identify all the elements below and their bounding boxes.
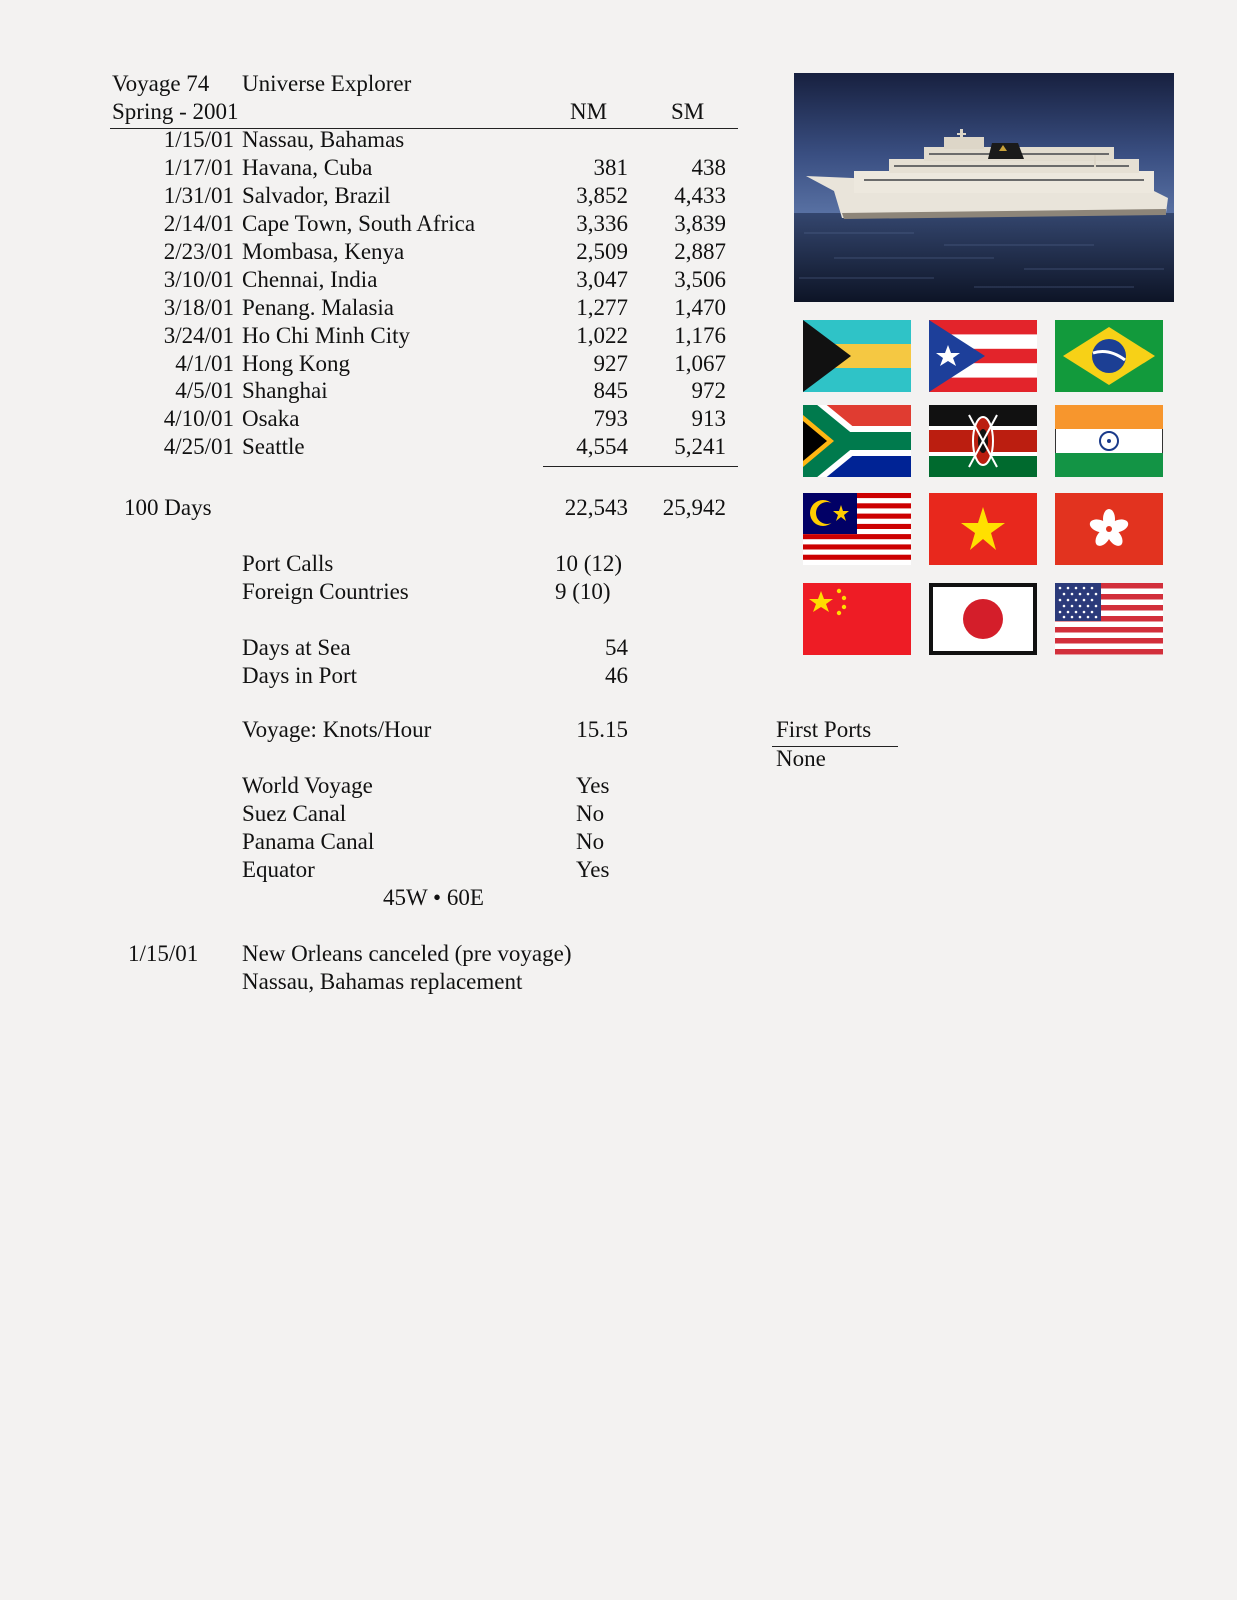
days-at-sea-value: 54 <box>605 635 628 660</box>
itinerary-date: 3/18/01 <box>163 295 234 320</box>
sm-column-header: SM <box>671 99 705 124</box>
malaysia-flag <box>803 493 911 565</box>
bahamas-flag <box>803 320 911 392</box>
south-africa-flag <box>803 405 911 477</box>
foreign-countries-label: Foreign Countries <box>242 579 409 604</box>
days-at-sea-label: Days at Sea <box>242 635 351 660</box>
usa-flag <box>1055 583 1163 655</box>
itinerary-sm: 5,241 <box>674 434 726 459</box>
itinerary-sm: 1,470 <box>674 295 726 320</box>
port-calls-value: 10 (12) <box>555 551 623 576</box>
itinerary-date: 4/1/01 <box>175 351 234 376</box>
itinerary-sm: 3,506 <box>674 267 726 292</box>
china-flag <box>803 583 911 655</box>
world-voyage-value: Yes <box>576 773 610 798</box>
itinerary-port: Havana, Cuba <box>242 155 373 180</box>
vietnam-flag <box>929 493 1037 565</box>
itinerary-port: Cape Town, South Africa <box>242 211 476 236</box>
first-ports-label: First Ports <box>776 717 872 742</box>
note-line-1: New Orleans canceled (pre voyage) <box>242 941 572 966</box>
itinerary-port: Penang. Malasia <box>242 295 395 320</box>
itinerary-date: 3/10/01 <box>163 267 234 292</box>
japan-flag <box>929 583 1037 655</box>
itinerary-port: Hong Kong <box>242 351 350 376</box>
itinerary-sm: 913 <box>691 406 726 431</box>
itinerary-date: 2/23/01 <box>163 239 234 264</box>
first-ports-value: None <box>776 746 826 771</box>
total-sm: 25,942 <box>662 495 726 520</box>
knots-label: Voyage: Knots/Hour <box>242 717 432 742</box>
itinerary-nm: 845 <box>593 378 628 403</box>
itinerary-nm: 3,852 <box>576 183 628 208</box>
total-days: 100 Days <box>124 495 212 520</box>
itinerary-nm: 4,554 <box>576 434 628 459</box>
itinerary-port: Salvador, Brazil <box>242 183 391 208</box>
note-date: 1/15/01 <box>128 941 199 966</box>
itinerary-port: Chennai, India <box>242 267 378 292</box>
itinerary-port: Mombasa, Kenya <box>242 239 405 264</box>
itinerary-date: 2/14/01 <box>163 211 234 236</box>
itinerary-date: 4/5/01 <box>175 378 234 403</box>
foreign-countries-value: 9 (10) <box>555 579 611 604</box>
hong-kong-flag <box>1055 493 1163 565</box>
kenya-flag <box>929 405 1037 477</box>
panama-canal-value: No <box>576 829 605 854</box>
panama-canal-label: Panama Canal <box>242 829 375 854</box>
itinerary-date: 4/25/01 <box>163 434 234 459</box>
itinerary-date: 1/31/01 <box>163 183 234 208</box>
nm-column-header: NM <box>570 99 608 124</box>
itinerary-nm: 381 <box>593 155 628 180</box>
note-line-2: Nassau, Bahamas replacement <box>242 969 523 994</box>
itinerary-date: 3/24/01 <box>163 323 234 348</box>
itinerary-sm: 4,433 <box>674 183 726 208</box>
itinerary-nm: 793 <box>593 406 628 431</box>
port-calls-label: Port Calls <box>242 551 334 576</box>
knots-value: 15.15 <box>576 717 628 742</box>
itinerary-sm: 1,067 <box>674 351 726 376</box>
itinerary-date: 1/15/01 <box>163 127 234 152</box>
itinerary-date: 4/10/01 <box>163 406 234 431</box>
itinerary-nm: 1,277 <box>576 295 628 320</box>
meridian-crossings: 45W • 60E <box>383 885 484 910</box>
itinerary-sm: 1,176 <box>674 323 726 348</box>
days-in-port-value: 46 <box>605 663 628 688</box>
itinerary-port: Ho Chi Minh City <box>242 323 411 348</box>
itinerary-port: Seattle <box>242 434 305 459</box>
brazil-flag <box>1055 320 1163 392</box>
itinerary-sm: 438 <box>691 155 726 180</box>
itinerary-port: Shanghai <box>242 378 328 403</box>
totals-rule <box>543 466 738 467</box>
itinerary-nm: 3,336 <box>576 211 628 236</box>
suez-canal-label: Suez Canal <box>242 801 347 826</box>
itinerary-sm: 3,839 <box>674 211 726 236</box>
itinerary-port: Nassau, Bahamas <box>242 127 405 152</box>
voyage-number: Voyage 74 <box>112 71 210 96</box>
ship-name: Universe Explorer <box>242 71 412 96</box>
itinerary-nm: 3,047 <box>576 267 628 292</box>
total-nm: 22,543 <box>564 495 628 520</box>
cuba-flag <box>929 320 1037 392</box>
days-in-port-label: Days in Port <box>242 663 357 688</box>
equator-value: Yes <box>576 857 610 882</box>
itinerary-sm: 972 <box>691 378 726 403</box>
ship-photo <box>794 73 1174 302</box>
itinerary-sm: 2,887 <box>674 239 726 264</box>
itinerary-nm: 2,509 <box>576 239 628 264</box>
equator-label: Equator <box>242 857 315 882</box>
suez-canal-value: No <box>576 801 605 826</box>
itinerary-port: Osaka <box>242 406 300 431</box>
voyage-season: Spring - 2001 <box>112 99 239 124</box>
itinerary-nm: 927 <box>593 351 628 376</box>
india-flag <box>1055 405 1163 477</box>
world-voyage-label: World Voyage <box>242 773 373 798</box>
itinerary-date: 1/17/01 <box>163 155 234 180</box>
itinerary-nm: 1,022 <box>576 323 628 348</box>
